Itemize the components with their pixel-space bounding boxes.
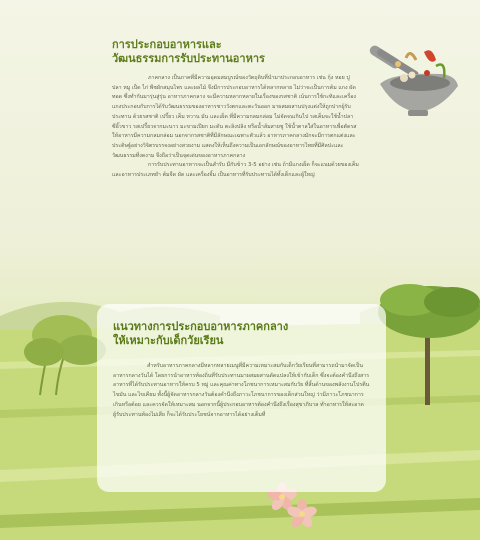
section1-paragraph2: การรับประทานอาหารจะเป็นสำรับ มีกับข้าว 3-5 อย่าง เช่น ถ้ามีแกงเผ็ด ก็จะแนมด้วยของเค็ม และอาหารประเภทยำ ต้มจืด ผัด และเครื่องจิ้ม เป็นอาหารที่รับประทานได้ทั้งเด็กและผู้ใหญ่ — [112, 162, 359, 179]
section1-paragraph1: ภาคกลาง เป็นภาคที่มีความอุดมสมบูรณ์ของวัตถุดิบที่นำมาประกอบอาหาร เช่น กุ้ง หอย ปู ปลา หมู เป็ด ไก่ พืชผักสมุนไพร และผลไม้ จึงมีการประกอบอาหารได้หลากหลาย ไม่ว่าจะเป็นการต้ม แกง ผัด ทอด ซึ่งทำกันมารุ่นสู่รุ่น อาหารภาคกลาง จะมีความหลากหลายในเรื่องของรสชาติ เน้นการใช้กะทิและเครื่องแกงประกอบกับการได้รับวัฒนธรรมของอาหารชาววังตกและตะวันออก มาผสมผสานปรุงแต่งให้ถูกปากผู้รับประทาน ด้วยรสชาติ เปรี้ยว เค็ม หวาน มัน และเผ็ด ที่มีความกลมกล่อม ไม่จัดจนเกินไป รสเค็มจะใช้น้ำปลาซีอิ๊วขาว รสเปรี้ยวจากมะนาว มะขามเปียก มะดัน ตะลิงปลิง หรือน้ำส้มสายชู ใช้น้ำตาลใส่ในอาหารเพื่อตัดรสให้อาหารมีความกลมกล่อม นอกจากรสชาติที่มีลักษณะเฉพาะตัวแล้ว อาหารภาคกลางมักจะมีการตกแต่งและประดิษฐ์อย่างวิจิตรบรรจงอย่างสวยงาม แสดงให้เห็นถึงความเป็นเอกลักษณ์ของอาหารไทยที่มีศิลปะและวัฒนธรรมที่งดงาม จึงถือว่าเป็นจุดเด่นของอาหารภาคกลาง — [112, 75, 357, 159]
section1-heading — [112, 38, 360, 66]
food-culture-section — [112, 38, 360, 181]
section1-heading-line1: การประกอบอาหารและ — [112, 38, 222, 51]
section2-heading-line1: แนวทางการประกอบอาหารภาคกลาง — [113, 320, 289, 333]
section1-heading-line2: วัฒนธรรมการรับประทานอาหาร — [112, 52, 265, 65]
guideline-panel — [97, 304, 386, 492]
mortar-pestle-illustration — [368, 44, 458, 116]
section2-heading-line2: ให้เหมาะกับเด็กวัยเรียน — [113, 334, 224, 347]
section2-heading — [113, 320, 371, 348]
section2-paragraph: สำหรับอาหารภาคกลางมีหลากหลายเมนูที่มีความเหมาะสมกับเด็กวัยเรียนที่สามารถนำมาจัดเป็นอาหารกลางวันได้ โดยการนำอาหารท้องถิ่นที่รับประทานมาผสมผสานดัดแปลงให้เข้ากับเด็ก ซึ่งจะต้องคำนึงถึงสารอาหารที่ได้รับประทานอาหารให้ครบ 5 หมู่ และคุณค่าทางโภชนาการเหมาะสมกับวัย ที่สิ้นด้านของพลังงานโปรตีน ไขมัน และไขเคียม ทั้งนี้ผู้จัดอาหารกลางวันต้องคำนึงถึงภาวะโภชนาการของเด็กส่วนใหญ่ ว่ามีภาวะโภชนาการเกินหรือต้อย และควรจัดให้เหมาะสม นอกจากนี้ผู้ประกอบอาหารต้องคำนึงถึงเรื่องสุขาภิบาล ทำอาหารให้สะอาด ผู้รับประทานท้องไม่เสีย ก็จะได้รับประโยชน์จากอาหารได้อย่างเต็มที่ — [113, 363, 370, 418]
